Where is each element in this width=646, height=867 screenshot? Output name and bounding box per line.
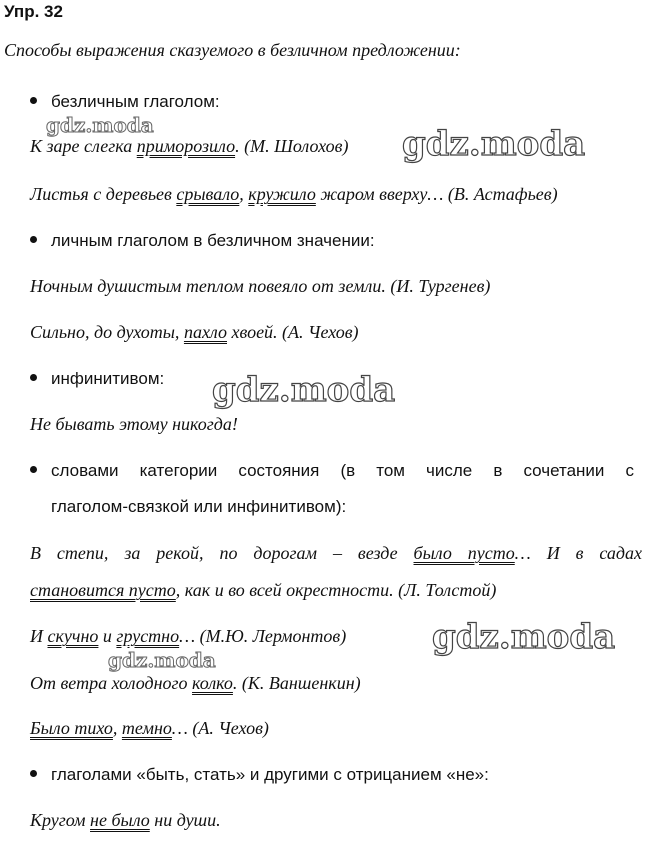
example-chekhov-2: Было тихо, темно… (А. Чехов): [30, 718, 269, 738]
predicate: становится пусто: [30, 580, 176, 600]
predicate: колко: [192, 673, 233, 693]
watermark-logo: gdz.moda: [212, 370, 396, 410]
predicate: кружило: [248, 184, 316, 204]
example-turgenev: Ночным душистым теплом повеяло от земли. (И. Тургенев): [30, 276, 491, 296]
example-vanshenkin: От ветра холодного колко. (К. Ваншенкин): [30, 673, 361, 693]
watermark-logo: gdz.moda: [432, 617, 616, 657]
intro-heading: Способы выражения сказуемого в безличном предложении:: [4, 40, 461, 60]
watermark-logo: gdz.moda: [46, 113, 154, 137]
watermark-logo: gdz.moda: [108, 648, 216, 672]
predicate: пахло: [183, 322, 227, 342]
predicate: темно: [121, 718, 172, 738]
example-tolstoy-1: В степи, за рекой, по дорогам – везде было пусто… И в садах: [30, 543, 643, 563]
bullet-state-category: [30, 461, 634, 481]
predicate: скучно: [47, 626, 99, 646]
bullet-personal-verb: [30, 231, 375, 251]
example-negation: Кругом не было ни души.: [30, 810, 221, 830]
bullet-infinitive: [30, 369, 164, 389]
bullet-text: глаголами «быть, стать» и другими с отрицанием «не»:: [51, 765, 489, 784]
bullet-text: инфинитивом:: [51, 369, 165, 388]
bullet-dot-icon: [30, 466, 37, 473]
predicate: было пусто: [413, 543, 515, 563]
bullet-text: словами категории состояния (в том числе в сочетании с: [51, 461, 634, 480]
predicate: грустно: [116, 626, 180, 646]
bullet-impersonal-verb: [30, 92, 220, 112]
predicate: срывало: [176, 184, 240, 204]
bullet-text: личным глаголом в безличном значении:: [51, 231, 375, 250]
example-infinitive: Не бывать этому никогда!: [30, 414, 238, 434]
example-lermontov: И скучно и грустно… (М.Ю. Лермонтов): [30, 626, 347, 646]
bullet-dot-icon: [30, 97, 37, 104]
exercise-title: Упр. 32: [4, 2, 63, 21]
example-sholokhov: К заре слегка приморозило. (М. Шолохов): [30, 136, 349, 156]
bullet-dot-icon: [30, 236, 37, 243]
example-astafiev: Листья с деревьев срывало, кружило жаром вверху… (В. Астафьев): [30, 184, 558, 204]
bullet-dot-icon: [30, 770, 37, 777]
predicate: не было: [90, 810, 150, 830]
predicate: приморозило: [136, 136, 236, 156]
bullet-text-continued: глаголом-связкой или инфинитивом):: [51, 497, 347, 516]
bullet-text: безличным глаголом:: [51, 92, 220, 111]
bullet-negation: [30, 765, 489, 785]
example-tolstoy-2: становится пусто, как и во всей окрестности. (Л. Толстой): [30, 580, 497, 600]
predicate: Было тихо: [30, 718, 113, 738]
watermark-logo: gdz.moda: [402, 124, 586, 164]
bullet-dot-icon: [30, 374, 37, 381]
example-chekhov-1: Сильно, до духоты, пахло хвоей. (А. Чехов): [30, 322, 359, 342]
